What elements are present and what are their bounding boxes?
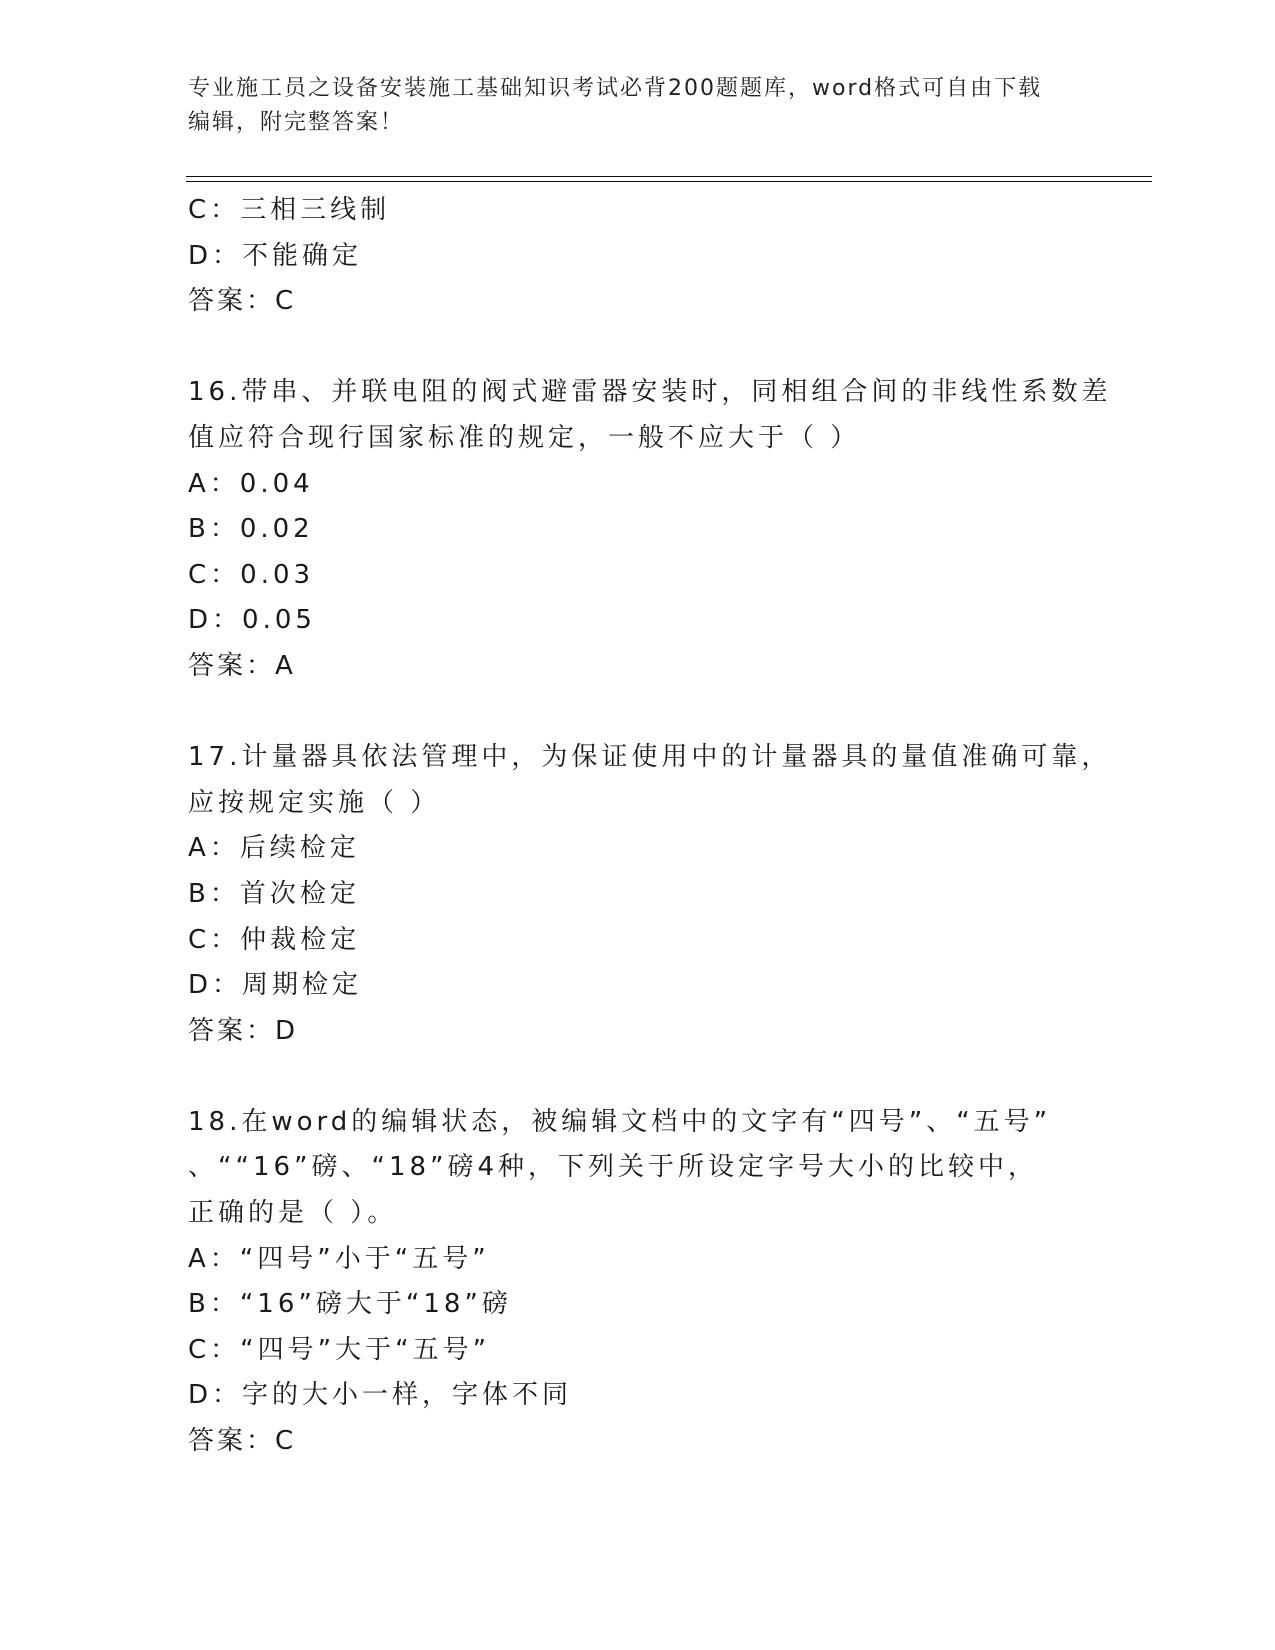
header-line-2: 编辑，附完整答案！: [188, 110, 405, 135]
question-text-line: 应按规定实施（ ）: [188, 787, 441, 818]
option-c: C：三相三线制: [188, 195, 391, 225]
question-18: [188, 1100, 1088, 1465]
question-text-line: 17.计量器具依法管理中，为保证使用中的计量器具的量值准确可靠，: [188, 742, 1112, 773]
option-d: D：不能确定: [188, 240, 363, 271]
option-a: A：0.04: [188, 468, 314, 499]
option-b: B：首次检定: [188, 878, 360, 909]
option-c: C：仲裁检定: [188, 924, 361, 955]
header-line-1: 专业施工员之设备安装施工基础知识考试必背200题题库，word格式可自由下载: [188, 76, 1043, 101]
option-d: D：字的大小一样，字体不同: [188, 1380, 573, 1411]
answer-line: 答案：C: [188, 1426, 297, 1457]
question-text-line: 值应符合现行国家标准的规定，一般不应大于（ ）: [188, 422, 861, 453]
question-text-line: 18.在word的编辑状态，被编辑文档中的文字有“四号”、“五号”: [188, 1106, 1052, 1137]
answer-line: 答案：A: [188, 650, 296, 681]
header-divider-bottom: [186, 181, 1152, 182]
option-b: B：0.02: [188, 514, 314, 545]
option-a: A：后续检定: [188, 833, 360, 864]
question-15-continued: [188, 188, 1088, 325]
question-16: [188, 370, 1112, 689]
question-text-line: 16.带串、并联电阻的阀式避雷器安装时，同相组合间的非线性系数差: [188, 377, 1112, 408]
option-d: D：周期检定: [188, 970, 363, 1001]
answer-line: 答案：C: [188, 286, 297, 317]
option-b: B：“16”磅大于“18”磅: [188, 1289, 512, 1320]
question-17: [188, 735, 1112, 1054]
header-divider-top: [186, 176, 1152, 177]
option-c: C：“四号”大于“五号”: [188, 1334, 491, 1365]
option-a: A：“四号”小于“五号”: [188, 1243, 490, 1274]
document-body: [188, 188, 1112, 1465]
option-c: C：0.03: [188, 559, 315, 590]
question-text-line: 、““16”磅、“18”磅4种，下列关于所设定字号大小的比较中，: [188, 1152, 1039, 1183]
answer-line: 答案：D: [188, 1015, 299, 1046]
document-header: [188, 72, 1088, 140]
question-text-line: 正确的是（ ）。: [188, 1198, 398, 1229]
option-d: D：0.05: [188, 605, 316, 636]
